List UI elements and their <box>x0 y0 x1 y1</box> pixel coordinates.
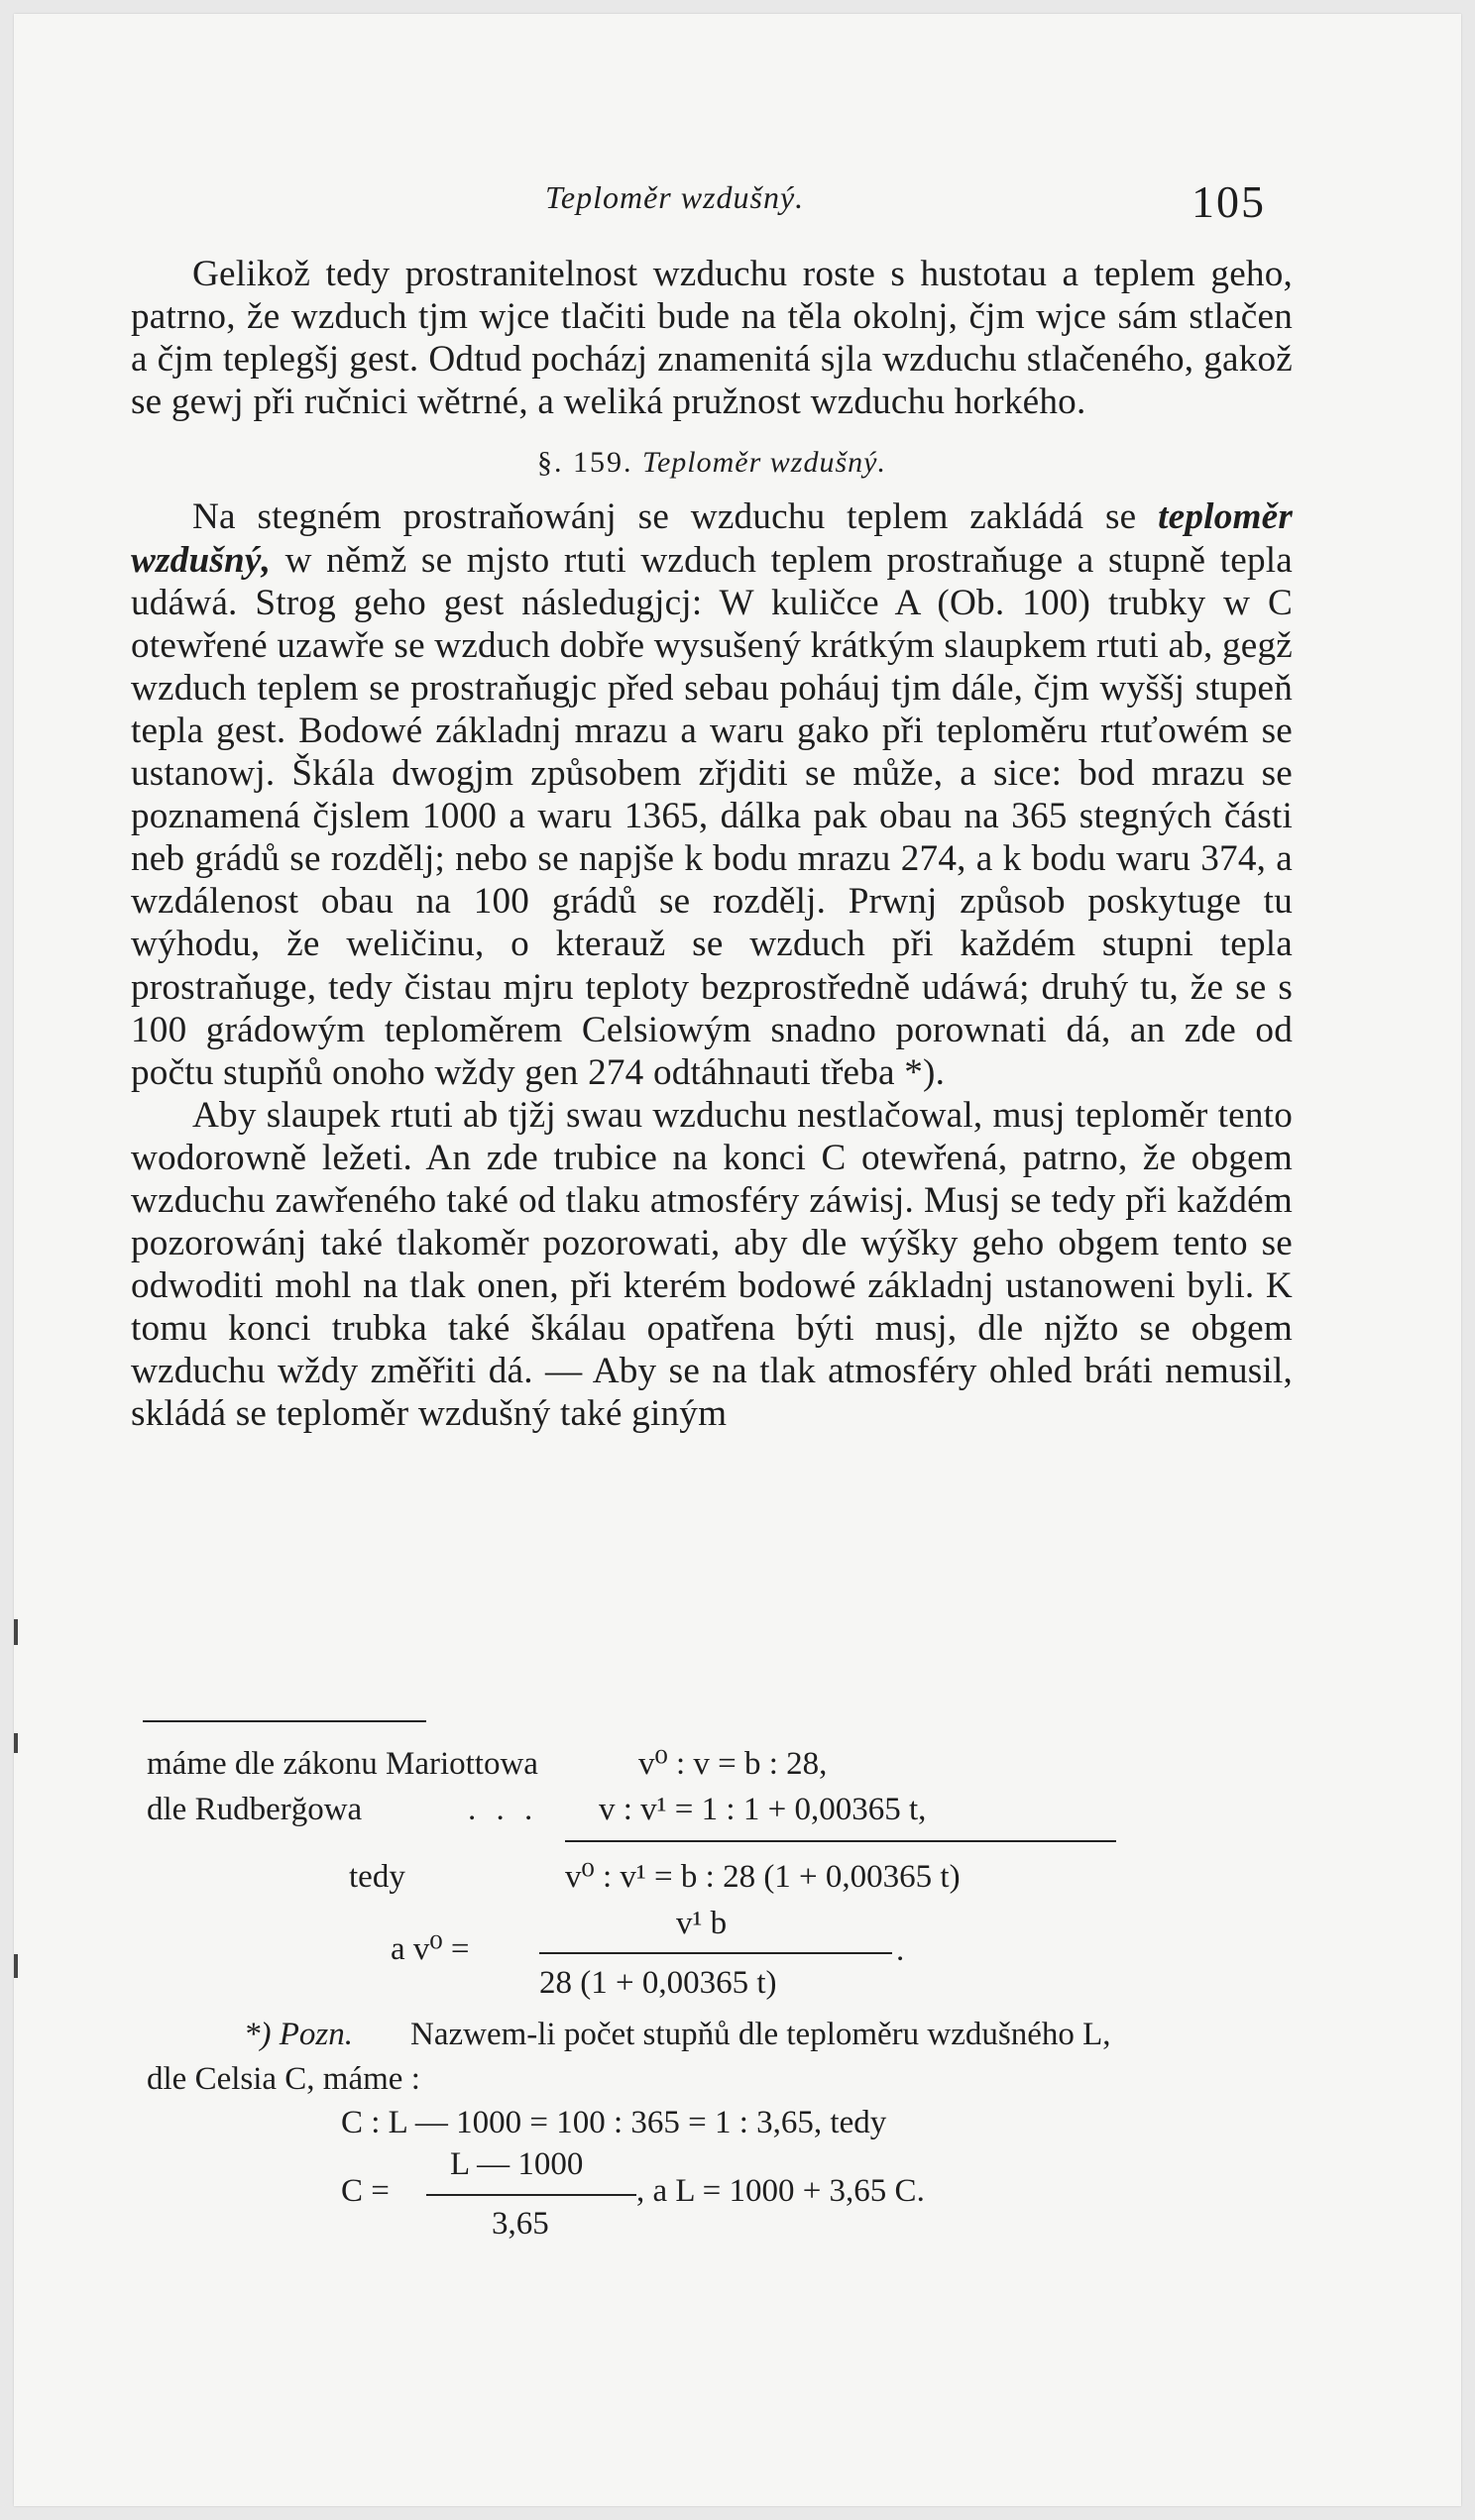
paragraph <box>131 495 1293 1093</box>
fraction-numerator: L — 1000 <box>450 2146 584 2182</box>
equation: v⁰ : v = b : 28, <box>638 1746 828 1782</box>
equation: a v⁰ = <box>391 1931 470 1967</box>
paragraph: Gelikož tedy prostranitelnost wzduchu roste s hustotau a teplem geho, patrno, že wzduch tjm wjce tlačiti bude na těla okolnj, čjm wjce sám stlačen a čjm teplegšj gest. Odtud pocházj znamenitá sjla wzduchu stlačeného, gakož se gewj při ručnici wětrné, a weliká pružnost wzduchu horkého. <box>131 254 1293 423</box>
footnote-label: dle Rudberğowa <box>147 1792 363 1827</box>
page-header <box>14 175 1461 235</box>
equation: , a L = 1000 + 3,65 C. <box>636 2173 925 2209</box>
footnote-text: Nazwem-li počet stupňů dle teploměru wzdušného L, <box>410 2017 1111 2052</box>
page-number: 105 <box>1191 176 1266 227</box>
equation: C : L — 1000 = 100 : 365 = 1 : 3,65, tedy <box>341 2105 887 2140</box>
footnote-mark: *) Pozn. <box>244 2017 353 2052</box>
defined-term: teploměr wzdušný, <box>131 496 1293 581</box>
equation-rule <box>565 1840 1116 1842</box>
fraction-bar <box>426 2194 636 2196</box>
page-edge-mark <box>14 1619 18 1645</box>
section-title: Teploměr wzdušný. <box>642 446 886 480</box>
footnote-text: dle Celsia C, máme : <box>147 2061 420 2097</box>
section-number: §. 159. <box>537 446 633 480</box>
fraction-denominator: 3,65 <box>492 2206 549 2242</box>
paragraph-text: w němž se mjsto rtuti wzduch teplem prostraňuge a stupně tepla udáwá. Strog geho gest následugjcj: W kuličce A (Ob. 100) trubky w C otewřené uzawře se wzduch dobře wysušený krátkým slaupkem rtuti ab, gegž wzduch teplem se prostraňugjc před sebau poháuj tjm dále, čjm wyššj stupeň tepla gest. Bodowé základnj mrazu a waru gako při teploměru rtuťowém se ustanowj. Škála dwogjm způsobem zřjditi se může, a sice: bod mrazu se poznamená čjslem 1000 a waru 1365, dálka pak obau na 365 stegných části neb grádů se rozdělj; nebo se napjše k bodu mrazu 274, a k bodu waru 374, a wzdálenost obau na 100 grádů se rozdělj. Prwnj způsob poskytuge tu wýhodu, že weličinu, o kterauž se wzduch při každém stupni tepla prostraňuge, tedy čistau mjru teploty bezprostředně udáwá; druhý tu, že se s 100 grádowým teploměrem Celsiowým snadno porownati dá, an zde od počtu stupňů onoho wždy gen 274 odtáhnauti třeba *). <box>131 539 1293 1093</box>
equation: v⁰ : v¹ = b : 28 (1 + 0,00365 t) <box>565 1859 961 1895</box>
body-text <box>131 253 1293 1436</box>
paragraph: Aby slaupek rtuti ab tjžj swau wzduchu nestlačowal, musj teploměr tento wodorowně ležeti. An zde trubice na konci C otewřená, patrno, že obgem wzduchu zawřeného také od tlaku atmosféry záwisj. Musj se tedy při každém pozorowánj také tlakoměr pozorowati, aby dle wýšky geho obgem tento se odwoditi mohl na tlak onen, při kterém bodowé základnj ustanoweni byli. K tomu konci trubka také škálau opatřena býti musj, dle njžto se obgem wzduchu wždy změřiti dá. — Aby se na tlak atmosféry ohled bráti nemusil, skládá se teploměr wzdušný také giným <box>131 1094 1293 1435</box>
leader-dots: . . . <box>468 1792 539 1827</box>
paragraph-text: Na stegném prostraňowánj se wzduchu teplem zakládá se <box>192 496 1159 538</box>
footnote-rule <box>143 1720 426 1722</box>
equation: v : v¹ = 1 : 1 + 0,00365 t, <box>599 1792 927 1827</box>
footnote-label: máme dle zákonu Mariottowa <box>147 1746 538 1782</box>
punctuation: . <box>896 1932 905 1968</box>
book-page <box>14 14 1461 2506</box>
page-edge-mark <box>14 1954 18 1978</box>
section-heading <box>131 441 1293 484</box>
running-title: Teploměr wzdušný. <box>545 179 805 215</box>
page-edge-mark <box>14 1733 18 1753</box>
footnote-label: tedy <box>349 1859 405 1895</box>
equation: C = <box>341 2173 390 2209</box>
fraction-numerator: v¹ b <box>676 1906 728 1941</box>
fraction-bar <box>539 1952 892 1954</box>
fraction-denominator: 28 (1 + 0,00365 t) <box>539 1965 777 2001</box>
